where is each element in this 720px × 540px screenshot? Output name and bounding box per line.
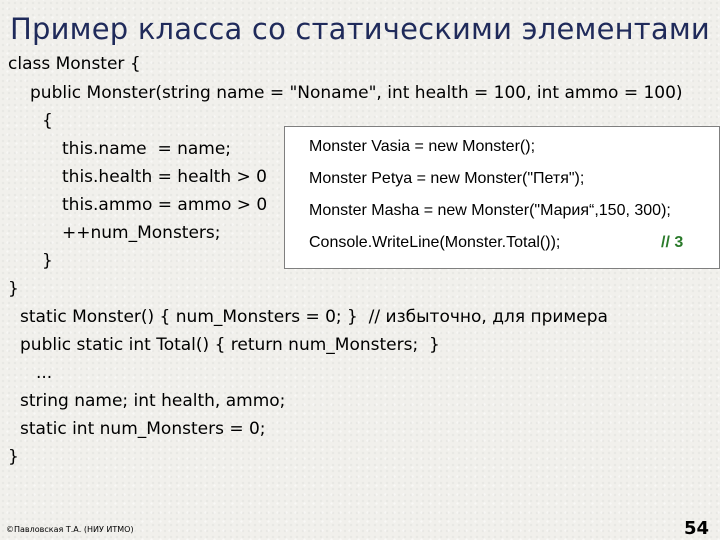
overlay-line: Monster Petya = new Monster("Петя");: [309, 170, 585, 187]
code-line: this.ammo = ammo > 0: [62, 195, 268, 215]
page-number: 54: [684, 518, 710, 539]
code-line: ...: [36, 363, 53, 383]
result-comment: // 3: [661, 234, 684, 251]
code-line: {: [42, 111, 53, 131]
code-line: this.name = name;: [62, 139, 232, 159]
code-line: }: [8, 279, 19, 299]
code-line: public static int Total() { return num_Monsters; }: [20, 335, 440, 355]
code-line: ++num_Monsters;: [62, 223, 221, 243]
slide-title: Пример класса со статическими элементами: [10, 12, 710, 46]
code-line: static int num_Monsters = 0;: [20, 419, 266, 439]
usage-example-box: [284, 126, 720, 269]
code-line: string name; int health, ammo;: [20, 391, 286, 411]
code-line: }: [8, 447, 19, 467]
overlay-line: Console.WriteLine(Monster.Total());: [309, 234, 561, 251]
code-line: this.health = health > 0: [62, 167, 267, 187]
overlay-line: Monster Masha = new Monster("Мария“,150, 300);: [309, 202, 671, 219]
footer-credit: ©Павловская Т.А. (НИУ ИТМО): [6, 525, 134, 534]
code-line: }: [42, 251, 53, 271]
code-line: class Monster {: [8, 54, 141, 74]
code-line: public Monster(string name = "Noname", int health = 100, int ammo = 100): [30, 83, 683, 103]
code-line: static Monster() { num_Monsters = 0; } // избыточно, для примера: [20, 307, 608, 327]
overlay-line: Monster Vasia = new Monster();: [309, 138, 536, 155]
